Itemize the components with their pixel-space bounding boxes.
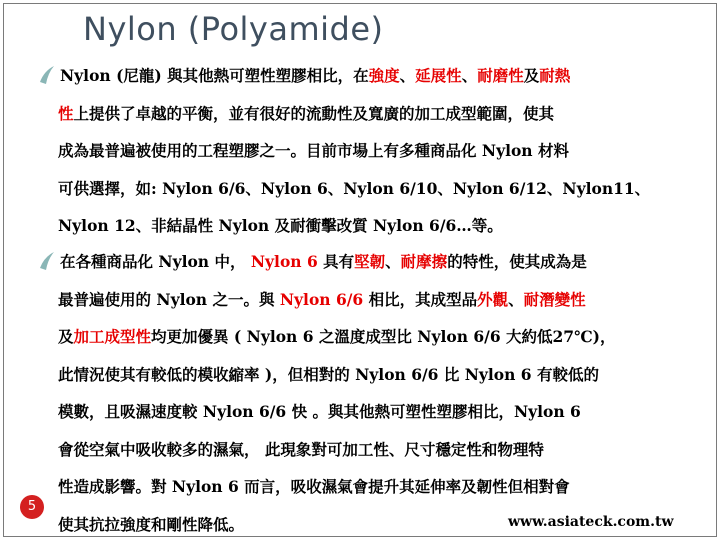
highlighted-text: 耐磨性 [477,66,524,85]
body-text: 、 [399,66,416,85]
body-text: 具有 [317,252,355,271]
paragraph-line [58,402,581,422]
teal-swoosh-bullet-icon [38,62,56,90]
body-text: 模數，且吸濕速度較 Nylon 6/6 快 。與其他熱可塑性塑膠相比，Nylon 6 [58,402,581,421]
highlighted-text: Nylon 6/6 [279,289,364,309]
highlighted-text: 延展性 [415,66,462,85]
paragraph-line [58,515,244,535]
paragraph-line [60,252,587,272]
body-text: 此情況使其有較低的模收縮率 )，但相對的 Nylon 6/6 比 Nylon 6 有較低的 [58,364,599,384]
body-text: 使其抗拉強度和剛性降低。 [58,514,245,534]
teal-swoosh-bullet-icon [38,248,56,276]
highlighted-text: 耐摩擦 [400,252,448,271]
highlighted-text: 堅韌 [354,252,386,271]
paragraph-line [58,477,570,497]
body-text: Nylon (尼龍) 與其他熱可塑性塑膠相比，在 [60,66,369,85]
paragraph-line [58,327,615,347]
body-text: 最普遍使用的 Nylon 之一。與 [58,289,280,309]
highlighted-text: 耐潛變性 [523,289,586,309]
body-text: Nylon 12、非結晶性 Nylon 及耐衝擊改質 Nylon 6/6…等。 [58,216,503,235]
highlighted-text: 外觀 [477,289,509,309]
body-text: 相比，其成型品 [363,289,478,309]
highlighted-text: 加工成型性 [73,327,152,346]
footer-url: www.asiateck.com.tw [508,514,674,530]
body-text: 成為最普遍被使用的工程塑膠之一。目前市場上有多種商品化 Nylon 材料 [58,141,569,160]
paragraph-line [58,290,586,310]
paragraph-line [58,365,599,385]
body-text: 均更加優異 ( Nylon 6 之溫度成型比 Nylon 6/6 大約低27℃)， [151,327,616,346]
body-text: 在各種商品化 Nylon 中， [60,252,251,271]
slide-number-badge: 5 [20,495,44,519]
slide-title: Nylon (Polyamide) [83,10,384,48]
body-text: 性造成影響。對 Nylon 6 而言，吸收濕氣會提升其延伸率及韌性但相對會 [58,477,570,496]
body-text: 的特性，使其成為是 [447,252,587,271]
paragraph-line [58,179,650,199]
body-text: 及 [523,66,540,85]
paragraph-line [58,141,569,161]
body-text: 、 [385,252,401,271]
paragraph-line [60,66,570,86]
body-text: 可供選擇，如: Nylon 6/6、Nylon 6、Nylon 6/10、Nylon 6/12、Nylon11、 [58,178,651,198]
body-text: 上提供了卓越的平衡，並有很好的流動性及寬廣的加工成型範圍，使其 [73,103,555,123]
body-text: 、 [508,289,524,309]
body-text: 、 [461,66,478,85]
highlighted-text: 強度 [368,66,400,85]
highlighted-text: 耐熱 [539,66,571,85]
highlighted-text: Nylon 6 [250,252,318,271]
paragraph-line [58,440,544,460]
paragraph-line [58,104,554,124]
paragraph-line [58,216,503,236]
body-text: 及 [58,327,74,346]
highlighted-text: 性 [58,103,74,123]
body-text: 會從空氣中吸收較多的濕氣， 此現象對可加工性、尺寸穩定性和物理特 [58,439,544,459]
